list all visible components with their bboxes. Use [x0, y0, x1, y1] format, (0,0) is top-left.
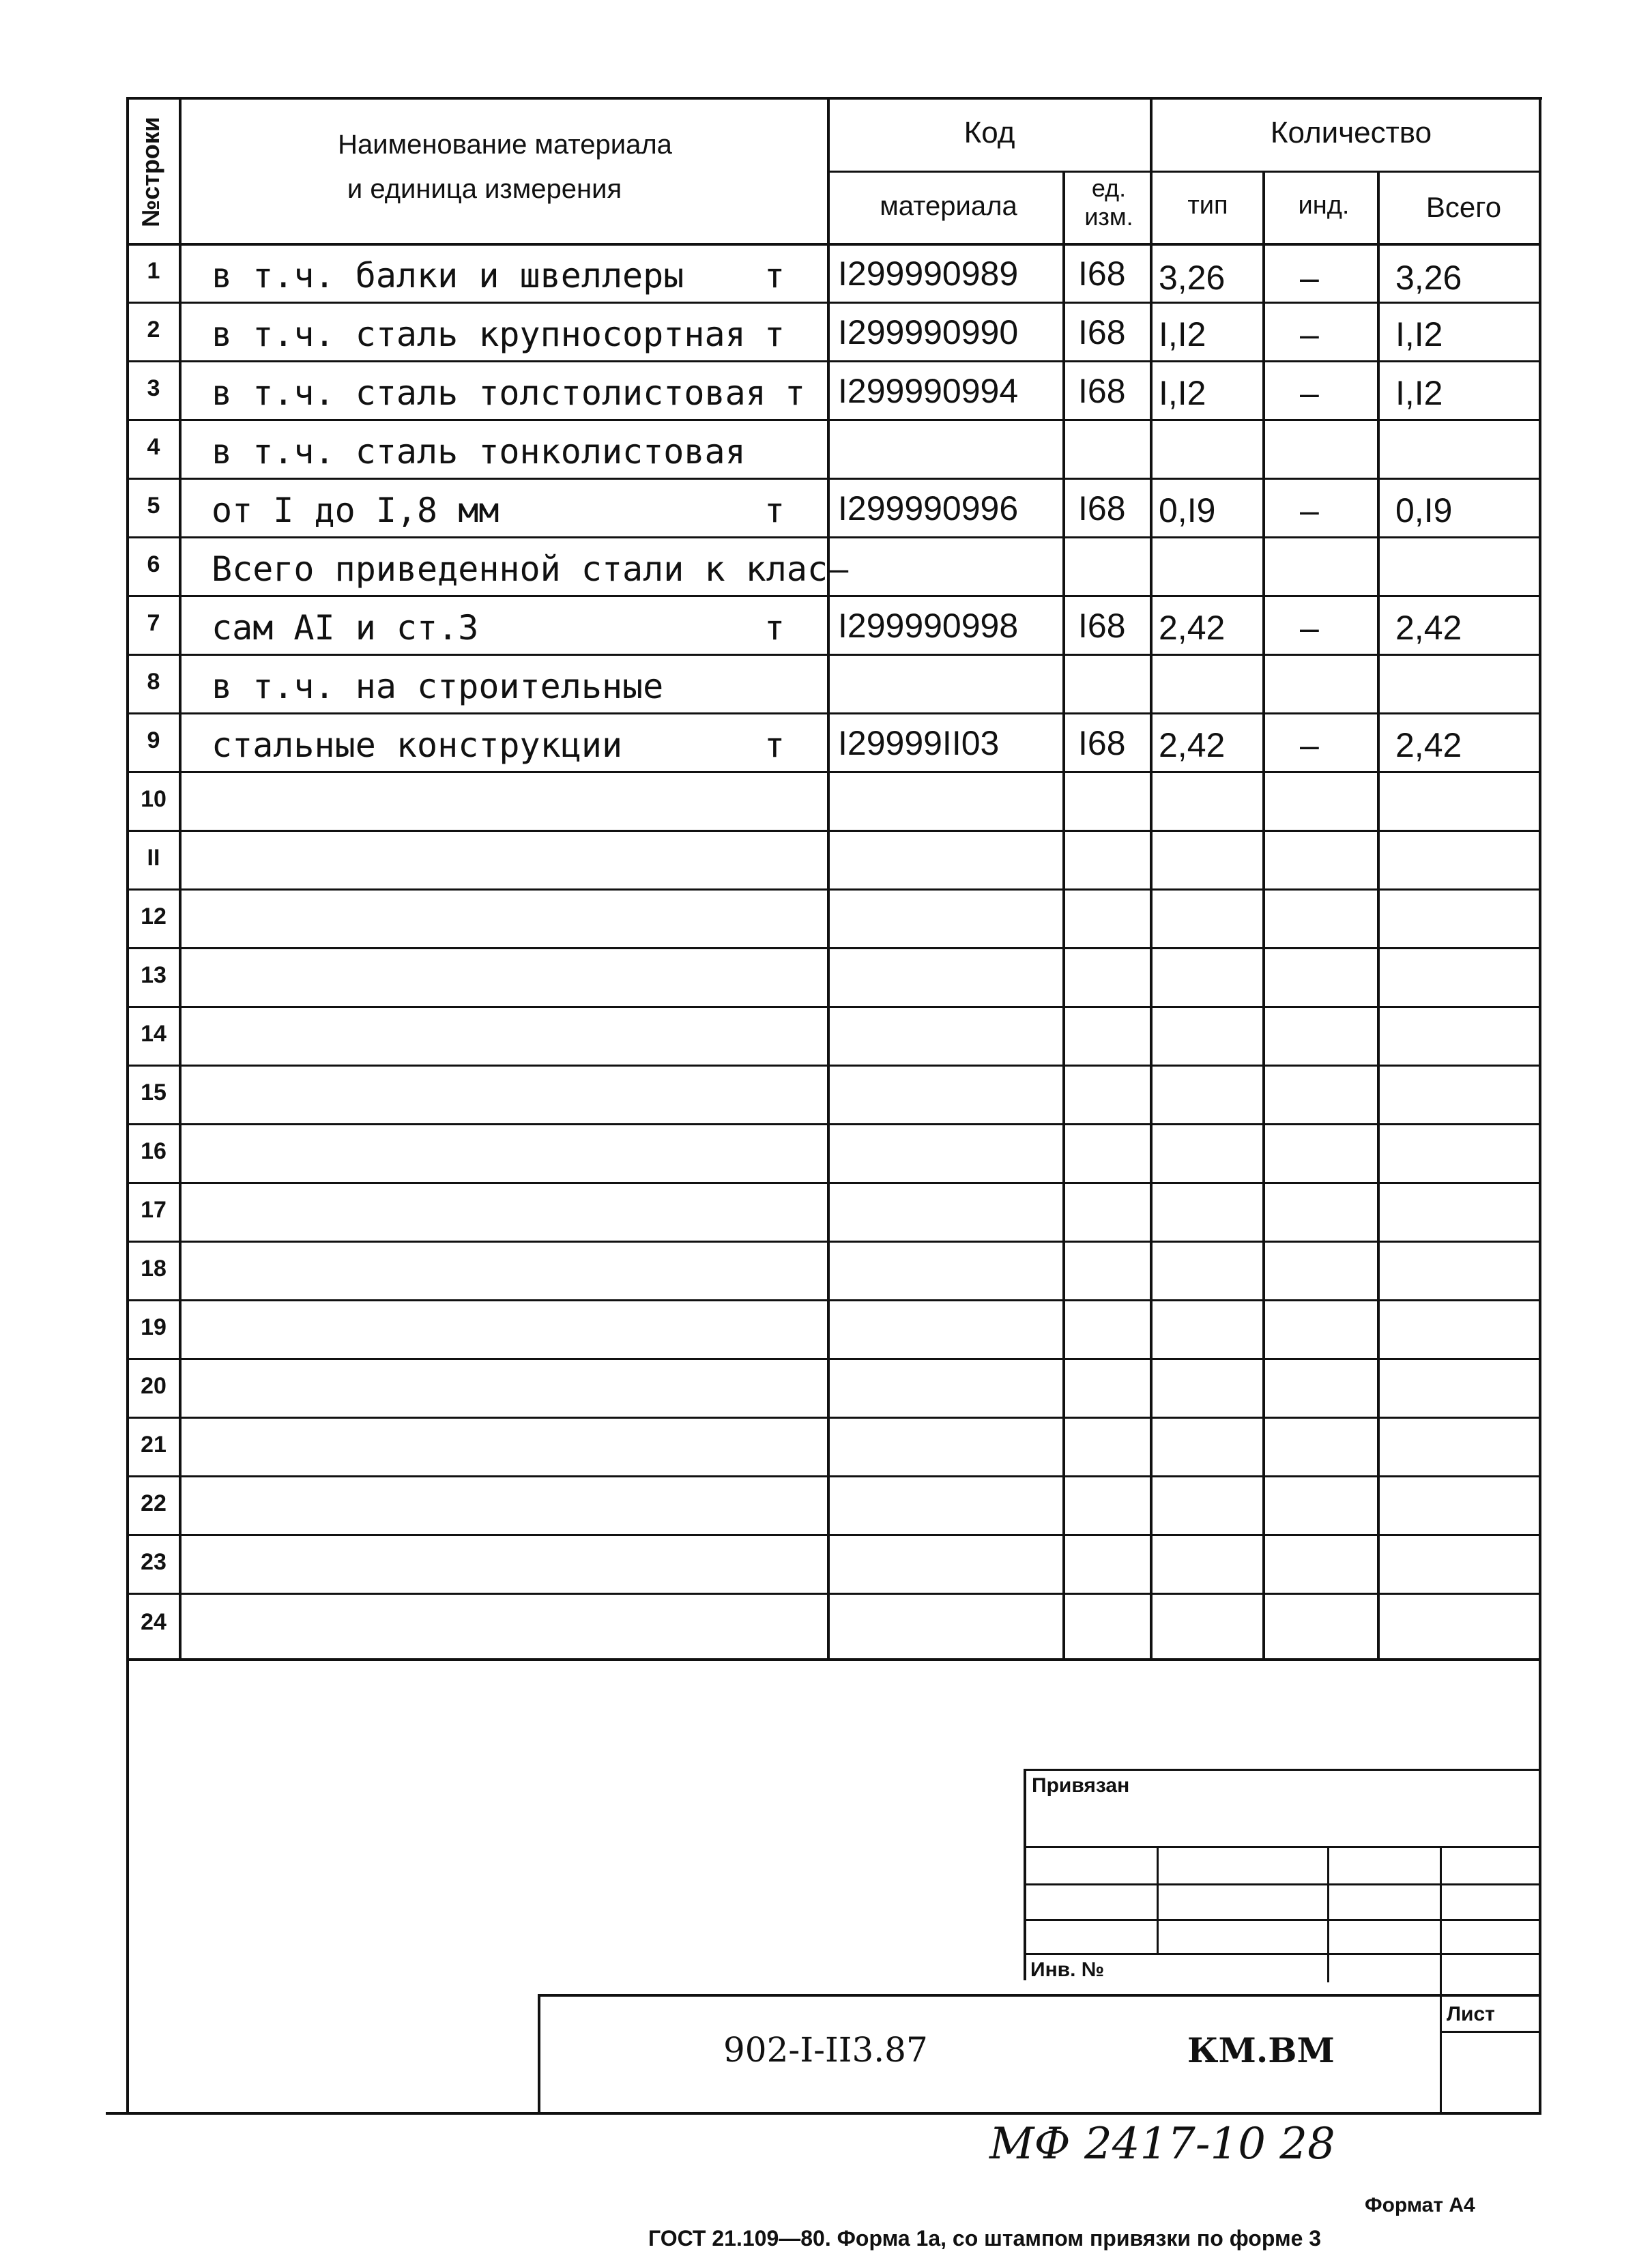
col-sep-name: [827, 97, 830, 1661]
stamp-line: [1024, 1883, 1541, 1885]
unit-letter: т: [764, 725, 785, 765]
bound-label: Привязан: [1032, 1774, 1130, 1797]
col-sep-ind: [1377, 172, 1380, 1661]
frame-bottom: [106, 2112, 1541, 2115]
row-number: 12: [141, 903, 166, 929]
qty-total: 3,26: [1395, 259, 1462, 297]
row-line: [126, 1417, 1541, 1419]
stamp-line: [1327, 1846, 1329, 1982]
handwritten-note: МФ 2417-10 28: [989, 2119, 1335, 2169]
row-number: 15: [141, 1080, 166, 1105]
unit-letter: т: [785, 373, 806, 413]
stamp-line: [1440, 2031, 1541, 2033]
row-number: 6: [147, 551, 160, 577]
stamp-line: [538, 1994, 540, 2115]
row-number: 10: [141, 786, 166, 812]
qty-type-header: тип: [1187, 191, 1228, 220]
stamp-line: [1024, 1769, 1541, 1771]
material-code: I29999II03: [838, 724, 1000, 762]
row-line: [126, 888, 1541, 891]
row-line: [126, 712, 1541, 714]
row-line: [126, 654, 1541, 656]
qty-type: I,I2: [1159, 315, 1206, 353]
row-number: 22: [141, 1490, 166, 1516]
row-number: 7: [147, 610, 160, 636]
col-sep-rownum: [179, 97, 182, 1661]
unit-code: I68: [1078, 607, 1126, 645]
row-line: [126, 1534, 1541, 1536]
material-name: от I до I,8 мм: [212, 491, 499, 530]
qty-ind-header: инд.: [1298, 191, 1350, 220]
unit-code: I68: [1078, 313, 1126, 351]
code-group-header: Код: [963, 116, 1015, 149]
unit-code: I68: [1078, 372, 1126, 410]
row-number: 23: [141, 1549, 166, 1575]
stamp-line: [1440, 1846, 1442, 2112]
qty-type: 3,26: [1159, 259, 1226, 297]
qty-ind: –: [1300, 609, 1319, 647]
row-line: [126, 1006, 1541, 1008]
row-line: [126, 595, 1541, 597]
material-name: стальные конструкции: [212, 725, 623, 765]
code-unit-header-line1: ед.: [1091, 174, 1127, 202]
material-code: I299990996: [838, 489, 1019, 527]
row-number: 8: [147, 669, 160, 695]
qty-type: 0,I9: [1159, 491, 1216, 530]
name-header-line1: Наименование материала: [338, 130, 672, 160]
row-line: [126, 771, 1541, 773]
row-number: 14: [141, 1021, 166, 1047]
row-number: 16: [141, 1138, 166, 1164]
row-line: [126, 1182, 1541, 1184]
row-line: [126, 302, 1541, 304]
qty-ind: –: [1300, 315, 1319, 353]
row-number: 18: [141, 1256, 166, 1282]
material-name: в т.ч. сталь тонколистовая: [212, 432, 746, 472]
qty-ind: –: [1300, 491, 1319, 530]
table-bottom-line: [126, 1658, 1541, 1661]
row-line: [126, 947, 1541, 949]
unit-letter: т: [764, 608, 785, 648]
document-number: 902-I-II3.87: [723, 2030, 928, 2070]
row-number: 1: [147, 258, 160, 284]
material-name: в т.ч. на строительные: [212, 667, 664, 706]
stamp-line: [1024, 1919, 1541, 1921]
row-line: [126, 1593, 1541, 1595]
material-code: I299990990: [838, 313, 1019, 351]
material-name: в т.ч. балки и швеллеры: [212, 256, 684, 295]
unit-letter: т: [764, 315, 785, 354]
stamp-line: [538, 1994, 1541, 1997]
col-sep-type: [1262, 172, 1265, 1661]
unit-code: I68: [1078, 724, 1126, 762]
qty-ind: –: [1300, 374, 1319, 412]
row-number: II: [147, 845, 160, 871]
unit-code: I68: [1078, 489, 1126, 527]
code-unit-header-line2: изм.: [1084, 203, 1133, 231]
qty-total: 2,42: [1395, 726, 1462, 764]
header-subline: [827, 171, 1541, 173]
qty-total: 2,42: [1395, 609, 1462, 647]
qty-ind: –: [1300, 726, 1319, 764]
row-line: [126, 536, 1541, 538]
row-number: 20: [141, 1373, 166, 1399]
stamp-line: [1157, 1846, 1159, 1955]
name-header-line2: и единица измерения: [347, 174, 622, 204]
qty-total: I,I2: [1395, 315, 1443, 353]
material-code: I299990989: [838, 255, 1019, 293]
code-material-header: материала: [880, 191, 1017, 221]
material-code: I299990998: [838, 607, 1019, 645]
material-name: Всего приведенной стали к клас–: [212, 549, 849, 589]
unit-letter: т: [764, 256, 785, 295]
material-name: сам AI и ст.3: [212, 608, 479, 648]
row-number: 3: [147, 375, 160, 401]
frame-top: [126, 97, 1542, 100]
unit-letter: т: [764, 491, 785, 530]
header-bottom: [126, 243, 1541, 246]
material-name: в т.ч. сталь толстолистовая: [212, 373, 766, 413]
row-line: [126, 478, 1541, 480]
stamp-line: [1024, 1769, 1026, 1980]
row-line: [126, 1475, 1541, 1477]
qty-group-header: Количество: [1270, 116, 1432, 149]
document-code: КМ.ВМ: [1187, 2030, 1335, 2070]
row-line: [126, 419, 1541, 421]
inventory-label: Инв. №: [1030, 1958, 1105, 1981]
qty-type: 2,42: [1159, 726, 1226, 764]
row-number: 2: [147, 317, 160, 343]
row-line: [126, 1123, 1541, 1125]
row-number: 5: [147, 493, 160, 519]
row-number: 9: [147, 727, 160, 753]
qty-total-header: Всего: [1425, 191, 1502, 223]
row-number: 13: [141, 962, 166, 988]
row-number: 24: [141, 1609, 166, 1635]
sheet-label: Лист: [1447, 2003, 1495, 2025]
row-line: [126, 360, 1541, 362]
row-line: [126, 1065, 1541, 1067]
row-number: 21: [141, 1432, 166, 1458]
row-number: 17: [141, 1197, 166, 1223]
frame-right: [1539, 97, 1541, 2115]
qty-ind: –: [1300, 259, 1319, 297]
row-line: [126, 830, 1541, 832]
stamp-line: [1024, 1953, 1541, 1955]
row-line: [126, 1358, 1541, 1360]
row-number: 19: [141, 1314, 166, 1340]
qty-total: I,I2: [1395, 374, 1443, 412]
frame-left: [126, 97, 129, 2115]
material-code: I299990994: [838, 372, 1019, 410]
col-sep-unit: [1150, 97, 1153, 1661]
qty-type: I,I2: [1159, 374, 1206, 412]
row-line: [126, 1241, 1541, 1243]
row-number: 4: [147, 434, 160, 460]
stamp-line: [1024, 1846, 1541, 1848]
footer-note: ГОСТ 21.109—80. Форма 1а, со штампом привязки по форме 3: [648, 2226, 1322, 2251]
format-label: Формат А4: [1365, 2194, 1475, 2216]
unit-code: I68: [1078, 255, 1126, 293]
col-sep-code: [1062, 172, 1065, 1661]
qty-type: 2,42: [1159, 609, 1226, 647]
row-line: [126, 1299, 1541, 1301]
qty-total: 0,I9: [1395, 491, 1453, 530]
material-name: в т.ч. сталь крупносортная: [212, 315, 746, 354]
